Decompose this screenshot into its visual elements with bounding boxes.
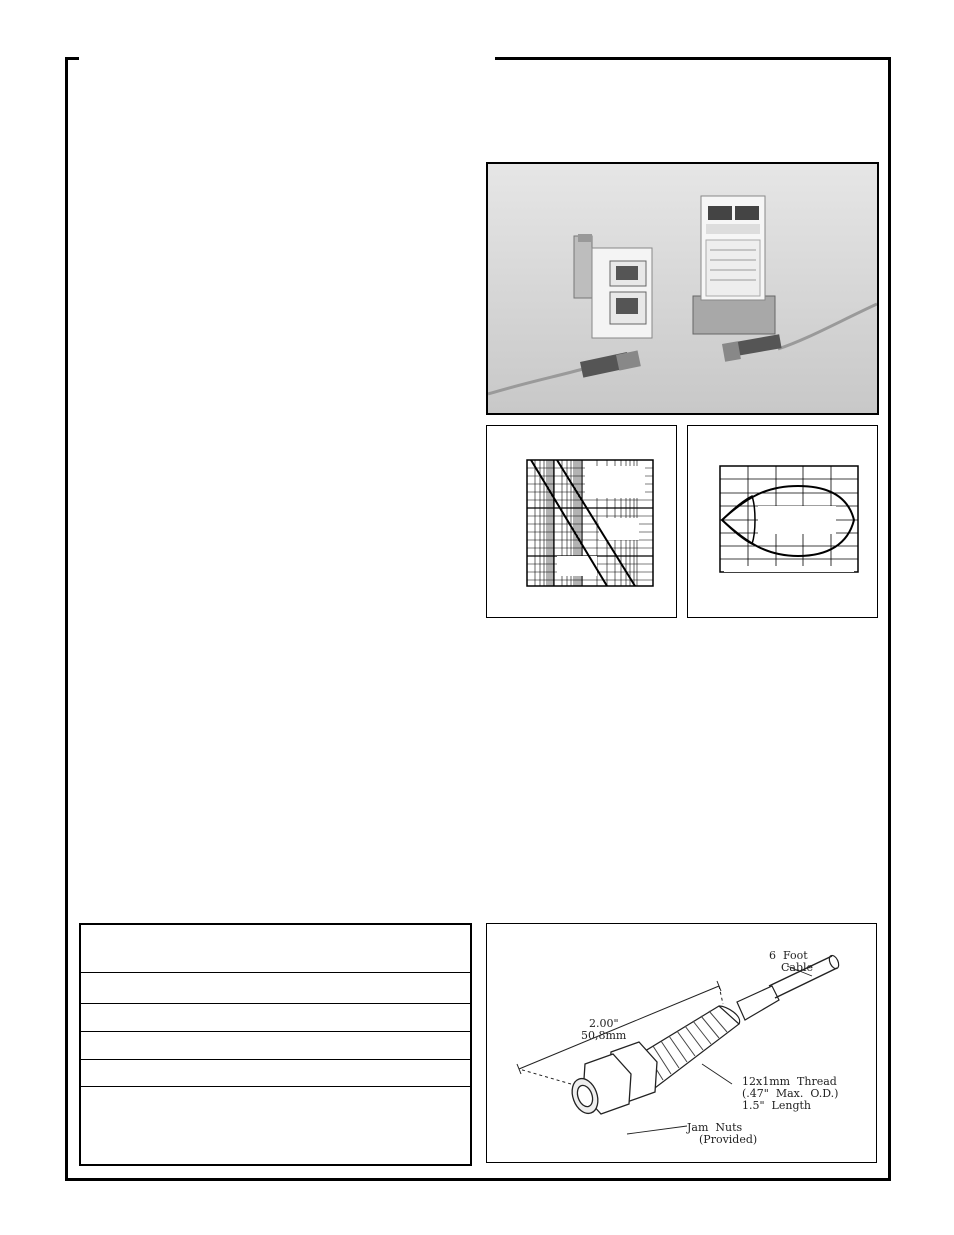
page-frame-top-right <box>495 57 891 60</box>
thread-label: 12x1mm Thread <box>742 1075 837 1088</box>
cable-label: 6 Foot <box>769 949 808 962</box>
spec-table-rule <box>81 1031 470 1032</box>
jam-nuts-label: Jam Nuts <box>687 1121 743 1134</box>
thread-label-2: (.47" Max. O.D.) <box>742 1087 839 1100</box>
excess-gain-chart-graphic <box>487 426 676 617</box>
length-label-2: 50,8mm <box>581 1029 627 1042</box>
page-frame-right <box>888 57 891 1181</box>
spec-table-rule <box>81 1086 470 1087</box>
amplifier-module-right <box>693 196 775 334</box>
spec-table-rule <box>81 1003 470 1004</box>
beam-pattern-chart-graphic <box>688 426 877 617</box>
product-photo <box>486 162 879 415</box>
product-photo-illustration <box>488 164 877 413</box>
cable-label-2: Cable <box>781 961 814 974</box>
excess-gain-chart <box>486 425 677 618</box>
page-frame-left <box>65 57 68 1181</box>
thread-label-3: 1.5" Length <box>742 1099 811 1112</box>
sensor-dimension-drawing <box>486 923 877 1163</box>
length-label: 2.00" <box>589 1017 619 1030</box>
beam-pattern-chart <box>687 425 878 618</box>
jam-nuts-label-2: (Provided) <box>699 1133 758 1146</box>
spec-table <box>79 923 472 1166</box>
sensor-dimension-graphic <box>487 924 876 1162</box>
page-frame-bottom <box>65 1178 891 1181</box>
spec-table-rule <box>81 972 470 973</box>
spec-table-rule <box>81 1059 470 1060</box>
